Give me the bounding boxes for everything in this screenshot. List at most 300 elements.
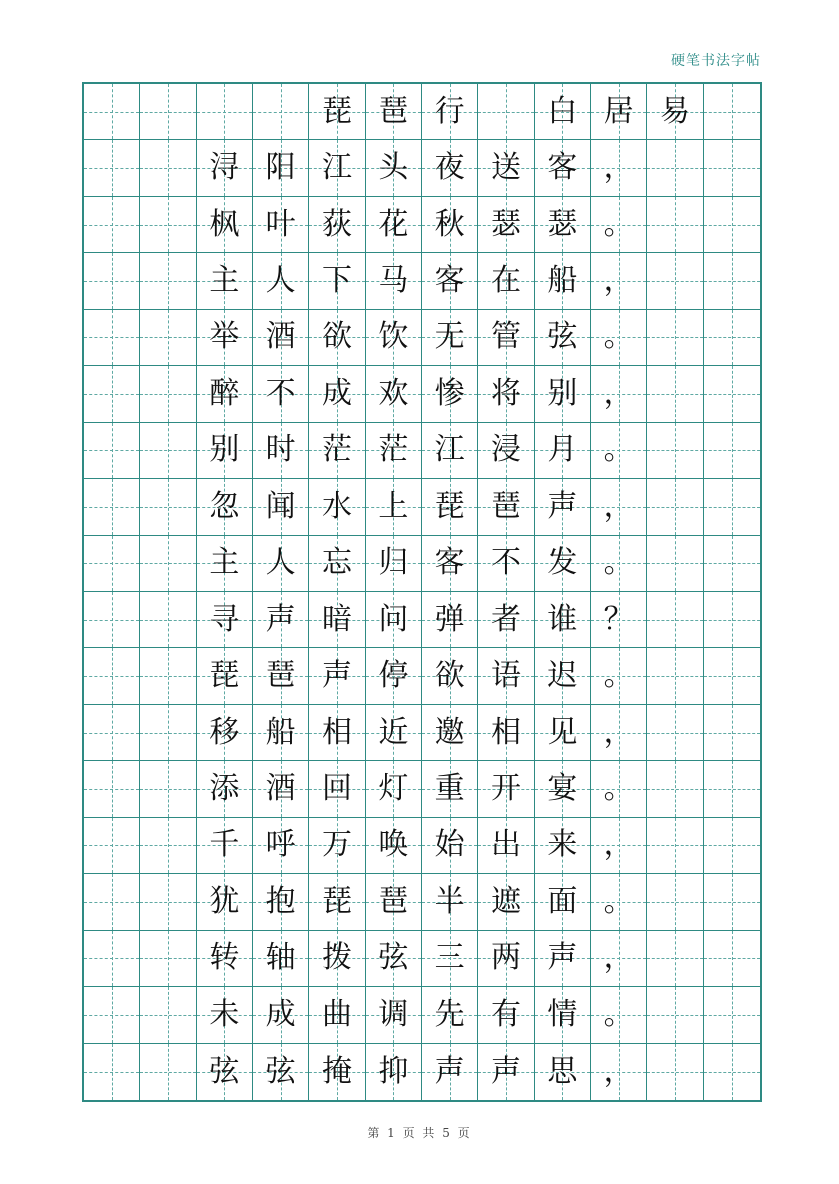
grid-cell: [591, 253, 647, 309]
grid-cell: [647, 423, 703, 479]
grid-cell: [422, 253, 478, 309]
grid-character: 易: [659, 93, 690, 129]
grid-character: 拨: [321, 940, 352, 976]
grid-cell: [253, 253, 309, 309]
grid-cell: [366, 818, 422, 874]
grid-cell: [197, 592, 253, 648]
grid-cell: [253, 310, 309, 366]
grid-character: 主: [209, 545, 240, 581]
grid-character: 弦: [265, 1053, 296, 1089]
grid-character: 琵: [209, 658, 240, 694]
grid-character: 客: [434, 263, 465, 299]
grid-cell: [647, 818, 703, 874]
grid-character: 寻: [209, 601, 240, 637]
grid-character: 忘: [321, 545, 352, 581]
grid-cell: [422, 197, 478, 253]
grid-character: 近: [378, 714, 409, 750]
grid-cell: [704, 84, 760, 140]
grid-cell: [309, 1044, 365, 1100]
grid-cell: [309, 197, 365, 253]
grid-character: 阳: [265, 150, 296, 186]
grid-cell: [253, 648, 309, 704]
grid-cell: [253, 366, 309, 422]
grid-cell: [253, 705, 309, 761]
grid-cell: [309, 761, 365, 817]
grid-character: 茫: [321, 432, 352, 468]
grid-character: 酒: [265, 319, 296, 355]
grid-character: 饮: [378, 319, 409, 355]
grid-cell: [591, 536, 647, 592]
grid-character: 相: [321, 714, 352, 750]
grid-cell: [366, 705, 422, 761]
grid-character: 琶: [490, 488, 521, 524]
grid-cell: [422, 874, 478, 930]
grid-character: 欢: [378, 375, 409, 411]
grid-cell: [140, 818, 196, 874]
grid-cell: [535, 705, 591, 761]
grid-character: 归: [378, 545, 409, 581]
grid-character: 迟: [547, 658, 578, 694]
grid-cell: [140, 479, 196, 535]
grid-character: 不: [490, 545, 521, 581]
grid-cell: [422, 140, 478, 196]
grid-cell: [366, 84, 422, 140]
grid-cell: [197, 818, 253, 874]
grid-cell: [478, 931, 534, 987]
grid-cell: [535, 536, 591, 592]
grid-character: 闻: [265, 488, 296, 524]
grid-character: 者: [490, 601, 521, 637]
grid-character: 调: [378, 996, 409, 1032]
grid-cell: [647, 253, 703, 309]
grid-character: 出: [490, 827, 521, 863]
grid-cell: [84, 874, 140, 930]
grid-character: 弦: [209, 1053, 240, 1089]
grid-cell: [422, 479, 478, 535]
grid-cell: [704, 253, 760, 309]
grid-cell: [704, 931, 760, 987]
grid-cell: [422, 310, 478, 366]
grid-cell: [704, 310, 760, 366]
grid-cell: [478, 761, 534, 817]
grid-cell: [309, 987, 365, 1043]
grid-cell: [197, 479, 253, 535]
grid-character: 宴: [547, 771, 578, 807]
grid-cell: [309, 310, 365, 366]
grid-character: 问: [378, 601, 409, 637]
grid-character: 轴: [265, 940, 296, 976]
grid-cell: [366, 931, 422, 987]
grid-character: 枫: [209, 206, 240, 242]
grid-character: 琵: [321, 93, 352, 129]
grid-cell: [591, 761, 647, 817]
grid-character: 掩: [321, 1053, 352, 1089]
grid-cell: [591, 423, 647, 479]
grid-cell: [478, 818, 534, 874]
grid-cell: [591, 705, 647, 761]
grid-character: 开: [490, 771, 521, 807]
grid-cell: [647, 592, 703, 648]
grid-cell: [197, 536, 253, 592]
grid-character: 半: [434, 883, 465, 919]
grid-character: 先: [434, 996, 465, 1032]
grid-cell: [422, 592, 478, 648]
grid-cell: [591, 987, 647, 1043]
grid-cell: [591, 648, 647, 704]
grid-cell: [309, 874, 365, 930]
grid-character: ，: [603, 263, 634, 299]
grid-character: ，: [603, 714, 634, 750]
grid-cell: [535, 1044, 591, 1100]
page-number-footer: 第 1 页 共 5 页: [367, 1126, 472, 1140]
grid-cell: [84, 536, 140, 592]
grid-cell: [84, 84, 140, 140]
grid-cell: [84, 423, 140, 479]
grid-character: 。: [603, 771, 634, 807]
grid-character: 停: [378, 658, 409, 694]
grid-cell: [647, 931, 703, 987]
grid-cell: [647, 987, 703, 1043]
grid-cell: [591, 931, 647, 987]
grid-cell: [366, 253, 422, 309]
grid-cell: [253, 931, 309, 987]
grid-cell: [535, 987, 591, 1043]
grid-character: 谁: [547, 601, 578, 637]
grid-cell: [197, 366, 253, 422]
grid-cell: [535, 310, 591, 366]
grid-character: 见: [547, 714, 578, 750]
grid-character: 欲: [321, 319, 352, 355]
grid-cell: [535, 874, 591, 930]
grid-character: 发: [547, 545, 578, 581]
grid-cell: [253, 197, 309, 253]
grid-character: 居: [603, 93, 634, 129]
grid-character: 琶: [378, 883, 409, 919]
grid-cell: [309, 140, 365, 196]
grid-cell: [591, 366, 647, 422]
grid-cell: [478, 1044, 534, 1100]
grid-cell: [84, 987, 140, 1043]
grid-cell: [535, 423, 591, 479]
grid-character: 转: [209, 940, 240, 976]
grid-cell: [478, 592, 534, 648]
grid-cell: [704, 874, 760, 930]
grid-cell: [140, 536, 196, 592]
grid-cell: [422, 761, 478, 817]
grid-cell: [84, 253, 140, 309]
grid-cell: [84, 310, 140, 366]
grid-character: ，: [603, 488, 634, 524]
grid-character: 浔: [209, 150, 240, 186]
grid-cell: [647, 84, 703, 140]
grid-cell: [535, 253, 591, 309]
grid-character: 来: [547, 827, 578, 863]
grid-cell: [422, 1044, 478, 1100]
grid-cell: [647, 648, 703, 704]
grid-cell: [478, 705, 534, 761]
grid-cell: [253, 423, 309, 479]
grid-character: 犹: [209, 883, 240, 919]
grid-cell: [647, 310, 703, 366]
grid-cell: [140, 592, 196, 648]
grid-character: 情: [547, 996, 578, 1032]
grid-character: 暗: [321, 601, 352, 637]
grid-character: 成: [265, 996, 296, 1032]
grid-cell: [704, 592, 760, 648]
grid-cell: [366, 1044, 422, 1100]
grid-cell: [140, 84, 196, 140]
grid-cell: [309, 705, 365, 761]
grid-cell: [478, 874, 534, 930]
grid-character: 回: [321, 771, 352, 807]
grid-cell: [704, 140, 760, 196]
grid-cell: [140, 874, 196, 930]
grid-cell: [366, 874, 422, 930]
grid-character: 月: [547, 432, 578, 468]
grid-character: 时: [265, 432, 296, 468]
grid-character: 客: [434, 545, 465, 581]
grid-character: ？: [603, 601, 634, 637]
grid-cell: [140, 310, 196, 366]
grid-cell: [84, 592, 140, 648]
grid-character: 头: [378, 150, 409, 186]
grid-cell: [197, 1044, 253, 1100]
grid-character: 移: [209, 714, 240, 750]
grid-character: 邀: [434, 714, 465, 750]
grid-character: 两: [490, 940, 521, 976]
grid-character: 上: [378, 488, 409, 524]
grid-character: 管: [490, 319, 521, 355]
grid-cell: [422, 987, 478, 1043]
grid-character: 白: [547, 93, 578, 129]
grid-cell: [704, 648, 760, 704]
grid-character: 千: [209, 827, 240, 863]
grid-cell: [422, 536, 478, 592]
grid-character: 行: [434, 93, 465, 129]
grid-cell: [309, 536, 365, 592]
grid-cell: [253, 987, 309, 1043]
grid-cell: [422, 648, 478, 704]
grid-cell: [704, 1044, 760, 1100]
grid-cell: [253, 140, 309, 196]
grid-character: 水: [321, 488, 352, 524]
grid-cell: [84, 479, 140, 535]
grid-cell: [197, 197, 253, 253]
grid-character: 欲: [434, 658, 465, 694]
grid-cell: [309, 479, 365, 535]
grid-character: 万: [321, 827, 352, 863]
grid-character: 醉: [209, 375, 240, 411]
grid-character: 。: [603, 996, 634, 1032]
grid-cell: [591, 818, 647, 874]
grid-cell: [704, 479, 760, 535]
grid-cell: [591, 479, 647, 535]
grid-character: 声: [490, 1053, 521, 1089]
grid-cell: [140, 1044, 196, 1100]
grid-character: 弦: [378, 940, 409, 976]
grid-cell: [140, 253, 196, 309]
grid-character: 下: [321, 263, 352, 299]
grid-cell: [647, 479, 703, 535]
grid-character: 惨: [434, 375, 465, 411]
grid-character: 马: [378, 263, 409, 299]
grid-cell: [647, 705, 703, 761]
grid-cell: [422, 818, 478, 874]
grid-character: 在: [490, 263, 521, 299]
grid-cell: [253, 84, 309, 140]
grid-cell: [422, 931, 478, 987]
grid-cell: [478, 310, 534, 366]
grid-character: 琶: [265, 658, 296, 694]
grid-character: 送: [490, 150, 521, 186]
grid-character: 别: [209, 432, 240, 468]
grid-cell: [704, 705, 760, 761]
grid-character: ，: [603, 827, 634, 863]
grid-character: 琵: [321, 883, 352, 919]
grid-character: 三: [434, 940, 465, 976]
grid-cell: [647, 874, 703, 930]
grid-cell: [591, 197, 647, 253]
grid-cell: [84, 931, 140, 987]
grid-cell: [366, 479, 422, 535]
grid-cell: [197, 931, 253, 987]
grid-cell: [647, 1044, 703, 1100]
grid-cell: [647, 197, 703, 253]
grid-character: 琵: [434, 488, 465, 524]
grid-character: 。: [603, 432, 634, 468]
grid-character: 客: [547, 150, 578, 186]
grid-cell: [366, 592, 422, 648]
grid-character: 唤: [378, 827, 409, 863]
grid-cell: [647, 366, 703, 422]
grid-cell: [647, 140, 703, 196]
grid-cell: [366, 648, 422, 704]
grid-cell: [140, 931, 196, 987]
grid-cell: [535, 84, 591, 140]
grid-character: 声: [547, 940, 578, 976]
grid-character: 添: [209, 771, 240, 807]
grid-character: 曲: [321, 996, 352, 1032]
grid-character: 声: [547, 488, 578, 524]
grid-character: 重: [434, 771, 465, 807]
grid-cell: [253, 818, 309, 874]
calligraphy-practice-grid: [82, 82, 762, 1102]
grid-cell: [647, 761, 703, 817]
grid-character: 。: [603, 206, 634, 242]
grid-character: 夜: [434, 150, 465, 186]
grid-character: 主: [209, 263, 240, 299]
grid-character: 。: [603, 319, 634, 355]
grid-character: 声: [434, 1053, 465, 1089]
grid-character: 语: [490, 658, 521, 694]
grid-cell: [253, 874, 309, 930]
grid-cell: [704, 987, 760, 1043]
grid-cell: [591, 1044, 647, 1100]
grid-cell: [478, 423, 534, 479]
grid-cell: [704, 197, 760, 253]
grid-cell: [535, 648, 591, 704]
grid-cell: [197, 253, 253, 309]
grid-cell: [704, 818, 760, 874]
grid-cell: [197, 761, 253, 817]
document-header-title: 硬笔书法字帖: [671, 53, 761, 69]
grid-character: 成: [321, 375, 352, 411]
grid-cell: [140, 197, 196, 253]
grid-cell: [478, 987, 534, 1043]
grid-character: 灯: [378, 771, 409, 807]
grid-cell: [140, 366, 196, 422]
grid-cell: [535, 140, 591, 196]
grid-character: 瑟: [547, 206, 578, 242]
grid-cell: [84, 761, 140, 817]
grid-character: 。: [603, 883, 634, 919]
grid-cell: [478, 648, 534, 704]
grid-cell: [366, 197, 422, 253]
grid-cell: [478, 140, 534, 196]
grid-cell: [309, 84, 365, 140]
grid-character: 声: [265, 601, 296, 637]
grid-cell: [197, 648, 253, 704]
grid-character: ，: [603, 150, 634, 186]
grid-character: 举: [209, 319, 240, 355]
grid-character: 声: [321, 658, 352, 694]
grid-cell: [84, 705, 140, 761]
grid-cell: [140, 987, 196, 1043]
grid-cell: [478, 253, 534, 309]
grid-cell: [535, 479, 591, 535]
grid-cell: [704, 366, 760, 422]
grid-cell: [84, 1044, 140, 1100]
grid-cell: [366, 310, 422, 366]
grid-cell: [197, 874, 253, 930]
grid-character: 弹: [434, 601, 465, 637]
grid-cell: [478, 197, 534, 253]
grid-cell: [84, 140, 140, 196]
grid-cell: [704, 536, 760, 592]
grid-cell: [422, 84, 478, 140]
grid-cell: [253, 761, 309, 817]
grid-cell: [140, 423, 196, 479]
grid-character: 抑: [378, 1053, 409, 1089]
grid-cell: [309, 423, 365, 479]
grid-cell: [535, 818, 591, 874]
grid-character: 江: [321, 150, 352, 186]
grid-cell: [535, 197, 591, 253]
grid-cell: [535, 761, 591, 817]
grid-cell: [140, 761, 196, 817]
grid-cell: [704, 423, 760, 479]
grid-cell: [591, 310, 647, 366]
grid-cell: [197, 705, 253, 761]
grid-cell: [197, 423, 253, 479]
grid-cell: [84, 197, 140, 253]
grid-character: 人: [265, 263, 296, 299]
grid-cell: [197, 310, 253, 366]
grid-cell: [253, 479, 309, 535]
grid-character: ，: [603, 940, 634, 976]
grid-cell: [84, 648, 140, 704]
grid-cell: [309, 931, 365, 987]
grid-character: 相: [490, 714, 521, 750]
grid-character: 忽: [209, 488, 240, 524]
grid-character: 将: [490, 375, 521, 411]
grid-cell: [84, 366, 140, 422]
grid-character: 瑟: [490, 206, 521, 242]
grid-cell: [478, 479, 534, 535]
grid-character: 船: [547, 263, 578, 299]
grid-character: 抱: [265, 883, 296, 919]
grid-cell: [309, 818, 365, 874]
